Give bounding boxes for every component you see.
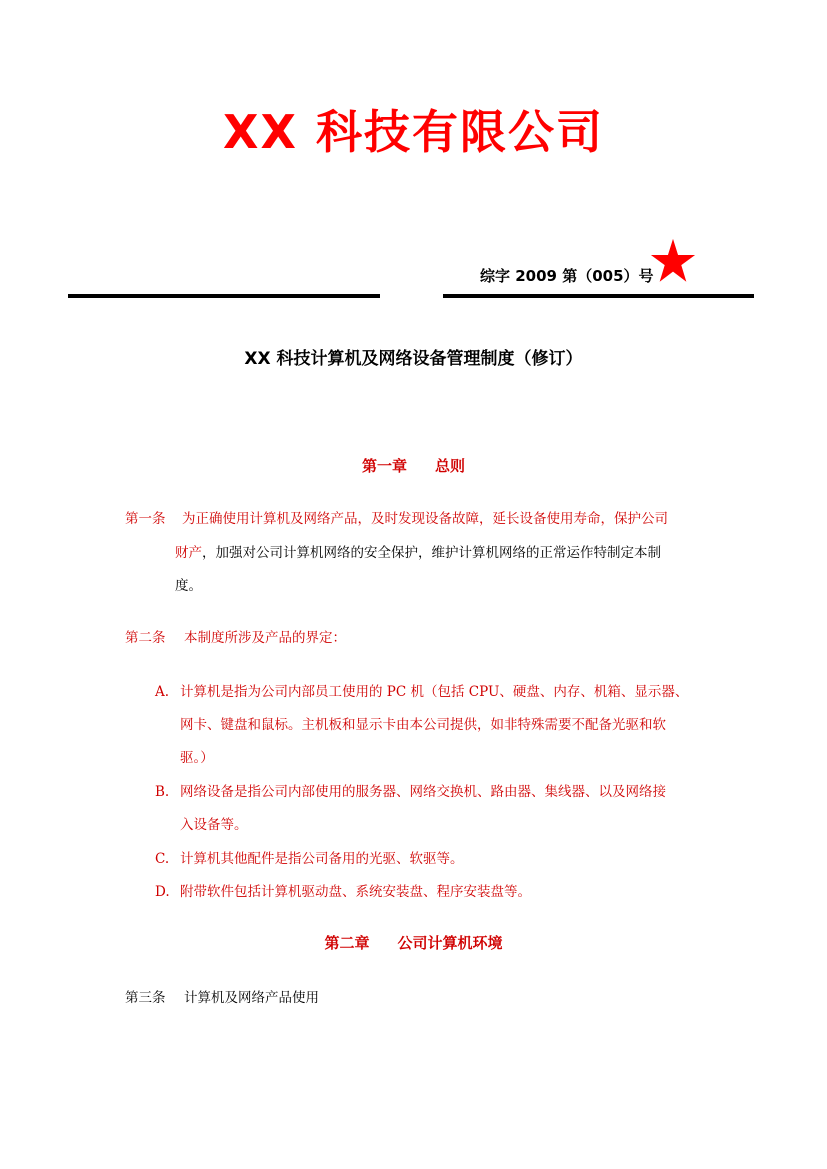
article-2-text: 本制度所涉及产品的界定： bbox=[184, 630, 346, 646]
chapter-1-heading bbox=[0, 456, 827, 476]
star-icon bbox=[650, 238, 696, 284]
article-1-line-3: 度。 bbox=[175, 578, 202, 594]
article-1-line-2b: ，加强对公司计算机网络的安全保护，维护计算机网络的正常运作特制定本制 bbox=[202, 545, 661, 561]
item-a-line-2: 网卡、键盘和鼠标。主机板和显示卡由本公司提供，如非特殊需要不配备光驱和软 bbox=[180, 717, 666, 733]
chapter-1-name: 总则 bbox=[435, 457, 466, 475]
article-2-label: 第二条 bbox=[125, 630, 166, 646]
item-a-line-1: 计算机是指为公司内部员工使用的 PC 机（包括 CPU、硬盘、内存、机箱、显示器、 bbox=[180, 684, 689, 700]
article-1-line-2 bbox=[175, 543, 661, 563]
item-d-line-1: 附带软件包括计算机驱动盘、系统安装盘、程序安装盘等。 bbox=[180, 884, 531, 900]
item-b-line-1: 网络设备是指公司内部使用的服务器、网络交换机、路由器、集线器、以及网络接 bbox=[180, 784, 666, 800]
item-b-line-2: 入设备等。 bbox=[180, 817, 248, 833]
header-rule-right bbox=[443, 294, 754, 298]
item-b-marker: B. bbox=[155, 784, 170, 800]
article-1-line-1: 为正确使用计算机及网络产品，及时发现设备故障，延长设备使用寿命，保护公司 bbox=[182, 511, 668, 527]
article-3-label: 第三条 bbox=[125, 990, 166, 1006]
company-title: XX 科技有限公司 bbox=[223, 105, 604, 159]
chapter-2-name: 公司计算机环境 bbox=[397, 934, 503, 952]
chapter-1-number: 第一章 bbox=[361, 457, 407, 475]
chapter-2-number: 第二章 bbox=[324, 934, 370, 952]
item-d-marker: D. bbox=[155, 884, 170, 900]
article-3-text: 计算机及网络产品使用 bbox=[184, 990, 319, 1006]
item-c-line-1: 计算机其他配件是指公司备用的光驱、软驱等。 bbox=[180, 851, 464, 867]
chapter-2-heading bbox=[0, 933, 827, 953]
item-a-line-3: 驱。） bbox=[180, 750, 214, 766]
article-1-line-2a: 财产 bbox=[175, 545, 202, 561]
item-a-marker: A. bbox=[155, 684, 170, 700]
item-c-marker: C. bbox=[155, 851, 170, 867]
article-1-label: 第一条 bbox=[125, 511, 166, 527]
header-rule-left bbox=[68, 294, 380, 298]
document-title: XX 科技计算机及网络设备管理制度（修订） bbox=[244, 349, 583, 369]
doc-number: 综字 2009 第（005）号 bbox=[480, 267, 654, 285]
